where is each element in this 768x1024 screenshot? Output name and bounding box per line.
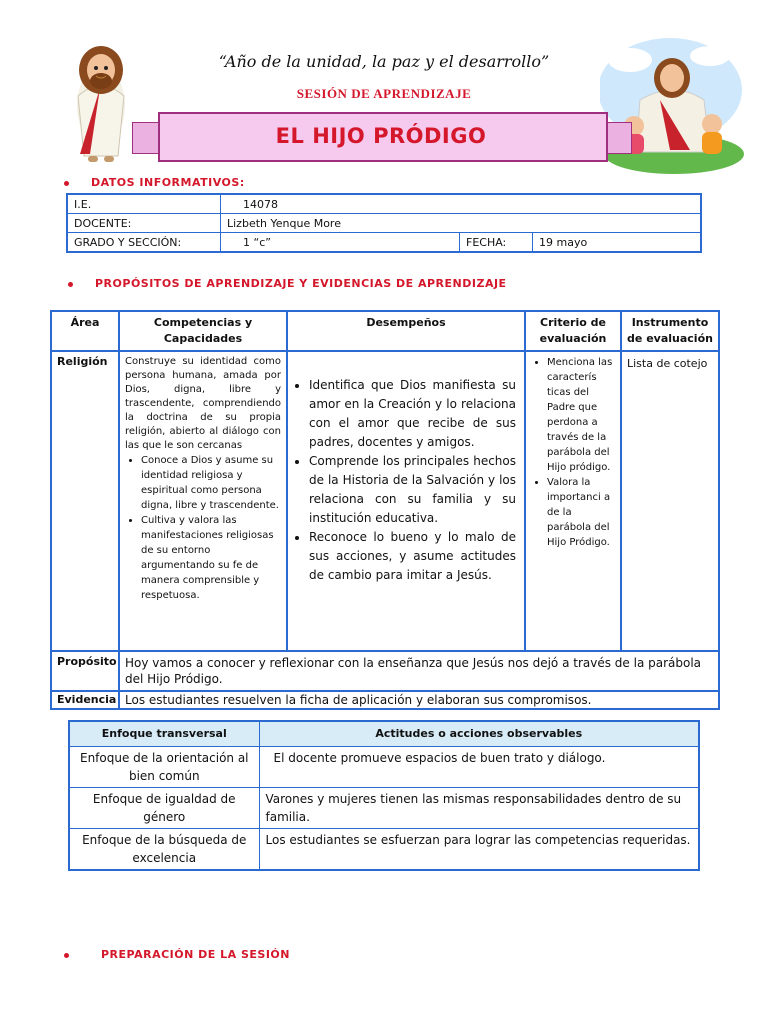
- col-actitudes: Actitudes o acciones observables: [259, 721, 699, 747]
- table-header-row: [69, 721, 699, 747]
- section-preparacion: [64, 948, 290, 961]
- docente-value: Lizbeth Yenque More: [221, 214, 702, 233]
- bullet-icon: [68, 282, 73, 287]
- docente-label: DOCENTE:: [67, 214, 221, 233]
- enfoque-accion: El docente promueve espacios de buen trato y diálogo.: [259, 747, 699, 788]
- desempeno-item: • Reconoce lo bueno y lo malo de sus acciones, y asume actitudes de cambio para imitar a Jesús.: [309, 528, 516, 585]
- enfoque-name: Enfoque de igualdad de género: [69, 788, 259, 829]
- competencia-text: Construye su identidad como persona humana, amada por Dios, digna, libre y trascendente, comprendiendo la doctrina de su propia religión, abierto al diálogo con las que le son cercanas: [125, 356, 281, 451]
- section-propositos-label: PROPÓSITOS DE APRENDIZAJE Y EVIDENCIAS DE APRENDIZAJE: [95, 277, 507, 290]
- datos-table: [66, 193, 702, 253]
- enfoque-name: Enfoque de la orientación al bien común: [69, 747, 259, 788]
- table-row: [67, 194, 701, 214]
- table-row: [69, 788, 699, 829]
- table-header-row: [51, 311, 719, 351]
- table-row: [69, 829, 699, 871]
- fecha-label: FECHA:: [460, 233, 533, 253]
- desempenos-cell: [287, 351, 525, 651]
- enfoques-table: [68, 720, 700, 871]
- table-row: [51, 691, 719, 709]
- col-enfoque: Enfoque transversal: [69, 721, 259, 747]
- col-area: Área: [51, 311, 119, 351]
- bullet-icon: [64, 181, 69, 186]
- ie-value: 14078: [221, 194, 702, 214]
- criterio-item: • Menciona las caracterís ticas del Padre que perdona a través de la parábola del Hijo pródigo.: [547, 355, 615, 475]
- bullet-icon: [64, 953, 69, 958]
- proposito-text: Hoy vamos a conocer y reflexionar con la enseñanza que Jesús nos dejó a través de la parábola del Hijo Pródigo.: [119, 651, 719, 691]
- enfoque-name: Enfoque de la búsqueda de excelencia: [69, 829, 259, 871]
- fecha-value: 19 mayo: [533, 233, 702, 253]
- motto: “Año de la unidad, la paz y el desarrollo”: [218, 52, 550, 71]
- table-row: [51, 351, 719, 651]
- criterio-item: • Valora la importanci a de la parábola del Hijo Pródigo.: [547, 475, 615, 550]
- capacidad-item: • Cultiva y valora las manifestaciones religiosas de su entorno argumentando su fe de manera comprensible y respetuosa.: [141, 513, 281, 603]
- enfoque-accion: Varones y mujeres tienen las mismas responsabilidades dentro de su familia.: [259, 788, 699, 829]
- evidencia-label: Evidencia: [51, 691, 119, 709]
- propositos-table: [50, 310, 720, 710]
- page-title: EL HIJO PRÓDIGO: [275, 124, 487, 148]
- section-preparacion-label: PREPARACIÓN DE LA SESIÓN: [101, 948, 290, 961]
- col-competencias: Competencias y Capacidades: [119, 311, 287, 351]
- proposito-label: Propósito: [51, 651, 119, 691]
- col-desempenos: Desempeños: [287, 311, 525, 351]
- capacidad-item: • Conoce a Dios y asume su identidad religiosa y espiritual como persona digna, libre y trascendente.: [141, 453, 281, 513]
- table-row: [67, 214, 701, 233]
- area-value: Religión: [51, 351, 119, 651]
- section-datos-label: DATOS INFORMATIVOS:: [91, 176, 245, 189]
- session-label: SESIÓN DE APRENDIZAJE: [296, 86, 472, 101]
- competencias-cell: [119, 351, 287, 651]
- table-row: [67, 233, 701, 253]
- evidencia-text: Los estudiantes resuelven la ficha de aplicación y elaboran sus compromisos.: [119, 691, 719, 709]
- grado-value: 1 “c”: [221, 233, 460, 253]
- enfoque-accion: Los estudiantes se esfuerzan para lograr las competencias requeridas.: [259, 829, 699, 871]
- table-row: [69, 747, 699, 788]
- desempeno-item: • Comprende los principales hechos de la Historia de la Salvación y los relaciona con su familia y su institución educativa.: [309, 452, 516, 528]
- table-row: [51, 651, 719, 691]
- col-instrumento: Instrumento de evaluación: [621, 311, 719, 351]
- col-criterio: Criterio de evaluación: [525, 311, 621, 351]
- ie-label: I.E.: [67, 194, 221, 214]
- desempeno-item: • Identifica que Dios manifiesta su amor en la Creación y lo relaciona con el amor que recibe de sus padres, docentes y amigos.: [309, 376, 516, 452]
- section-propositos: [68, 277, 507, 290]
- criterio-cell: [525, 351, 621, 651]
- section-datos: [64, 176, 245, 189]
- grado-label: GRADO Y SECCIÓN:: [67, 233, 221, 253]
- instrumento-value: Lista de cotejo: [621, 351, 719, 651]
